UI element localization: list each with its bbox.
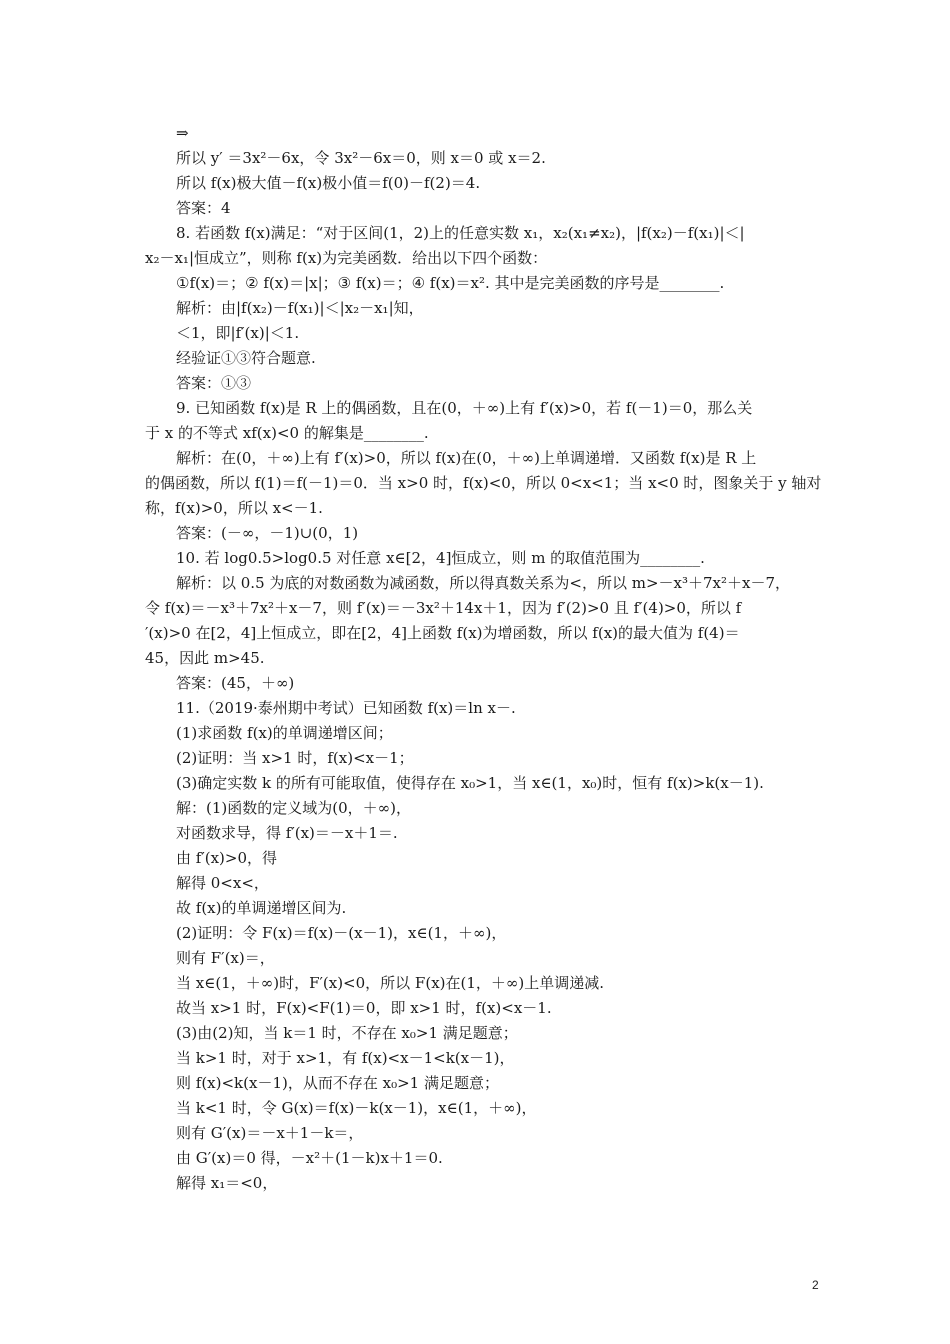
text-line: 答案：①③	[176, 374, 252, 392]
text-line: 令 f(x)＝－x³＋7x²＋x－7，则 f′(x)＝－3x²＋14x＋1，因为 f′(2)>0 且 f′(4)>0，所以 f	[145, 599, 742, 617]
text-line: (3)由(2)知，当 k＝1 时，不存在 x₀>1 满足题意；	[176, 1024, 518, 1042]
text-line: 则有 F′(x)＝，	[176, 949, 275, 967]
text-line: (3)确定实数 k 的所有可能取值，使得存在 x₀>1，当 x∈(1，x₀)时，恒有 f(x)>k(x－1).	[176, 774, 764, 792]
text-line: 解析：在(0，＋∞)上有 f′(x)>0，所以 f(x)在(0，＋∞)上单调递增．又函数 f(x)是 R 上	[176, 449, 757, 467]
text-line: 所以 f(x)极大值－f(x)极小值＝f(0)－f(2)＝4.	[176, 174, 481, 192]
text-line: 则 f(x)<k(x－1)，从而不存在 x₀>1 满足题意；	[176, 1074, 499, 1092]
text-line: ＜1，即|f′(x)|＜1.	[176, 324, 300, 342]
text-line: 由 f′(x)>0，得	[176, 849, 278, 867]
text-line: 45，因此 m>45.	[145, 649, 265, 667]
page-number: 2	[812, 1278, 819, 1292]
text-line: 由 G′(x)＝0 得，－x²＋(1－k)x＋1＝0.	[176, 1149, 443, 1167]
text-line: 经验证①③符合题意.	[176, 349, 316, 367]
text-line: 解：(1)函数的定义域为(0，＋∞)，	[176, 799, 411, 817]
text-line: 当 k<1 时，令 G(x)＝f(x)－k(x－1)，x∈(1，＋∞)，	[176, 1099, 537, 1117]
text-line: ′(x)>0 在[2，4]上恒成立，即在[2，4]上函数 f(x)为增函数，所以 f(x)的最大值为 f(4)＝	[145, 624, 740, 642]
text-line: 故 f(x)的单调递增区间为.	[176, 899, 347, 917]
text-line: 11.（2019·泰州期中考试）已知函数 f(x)＝ln x－.	[176, 699, 516, 717]
text-line: (1)求函数 f(x)的单调递增区间；	[176, 724, 393, 742]
text-line: 当 k>1 时，对于 x>1，有 f(x)<x－1<k(x－1)，	[176, 1049, 515, 1067]
text-line: x₂－x₁|恒成立”，则称 f(x)为完美函数．给出以下四个函数：	[145, 249, 548, 267]
text-line: 解得 0<x<，	[176, 874, 269, 892]
text-line: 9. 已知函数 f(x)是 R 上的偶函数，且在(0，＋∞)上有 f′(x)>0，若 f(－1)＝0，那么关	[176, 399, 753, 417]
text-line: 称，f(x)>0，所以 x<－1.	[145, 499, 323, 517]
text-line: 答案：4	[176, 199, 231, 217]
text-line: (2)证明：当 x>1 时，f(x)<x－1；	[176, 749, 414, 767]
text-line: 的偶函数，所以 f(1)＝f(－1)＝0．当 x>0 时，f(x)<0，所以 0<x<1；当 x<0 时，图象关于 y 轴对	[145, 474, 822, 492]
text-line: (2)证明：令 F(x)＝f(x)－(x－1)，x∈(1，＋∞)，	[176, 924, 507, 942]
text-line: 解析：以 0.5 为底的对数函数为减函数，所以得真数关系为<，所以 m>－x³＋7x²＋x－7，	[176, 574, 791, 592]
text-line: 所以 y′ ＝3x²－6x，令 3x²－6x＝0，则 x＝0 或 x＝2.	[176, 149, 546, 167]
text-line: 当 x∈(1，＋∞)时，F′(x)<0，所以 F(x)在(1，＋∞)上单调递减.	[176, 974, 605, 992]
text-line: 则有 G′(x)＝－x＋1－k＝，	[176, 1124, 364, 1142]
text-line: 解得 x₁＝<0，	[176, 1174, 278, 1192]
text-line: 答案：(－∞，－1)∪(0，1)	[176, 524, 359, 542]
text-line: 解析：由|f(x₂)－f(x₁)|＜|x₂－x₁|知，	[176, 299, 424, 317]
text-line: 10. 若 log0.5>log0.5 对任意 x∈[2，4]恒成立，则 m 的取值范围为________.	[176, 549, 705, 567]
text-line: 对函数求导，得 f′(x)＝－x＋1＝.	[176, 824, 398, 842]
text-line: ⇒	[176, 124, 189, 142]
text-line: 故当 x>1 时，F(x)<F(1)＝0，即 x>1 时，f(x)<x－1.	[176, 999, 552, 1017]
text-line: 8. 若函数 f(x)满足：“对于区间(1，2)上的任意实数 x₁，x₂(x₁≠x₂)，|f(x₂)－f(x₁)|＜|	[176, 224, 745, 242]
text-line: 答案：(45，＋∞)	[176, 674, 295, 692]
text-line: 于 x 的不等式 xf(x)<0 的解集是________.	[145, 424, 429, 442]
text-line: ①f(x)＝；② f(x)＝|x|；③ f(x)＝；④ f(x)＝x². 其中是完美函数的序号是________.	[176, 274, 725, 292]
